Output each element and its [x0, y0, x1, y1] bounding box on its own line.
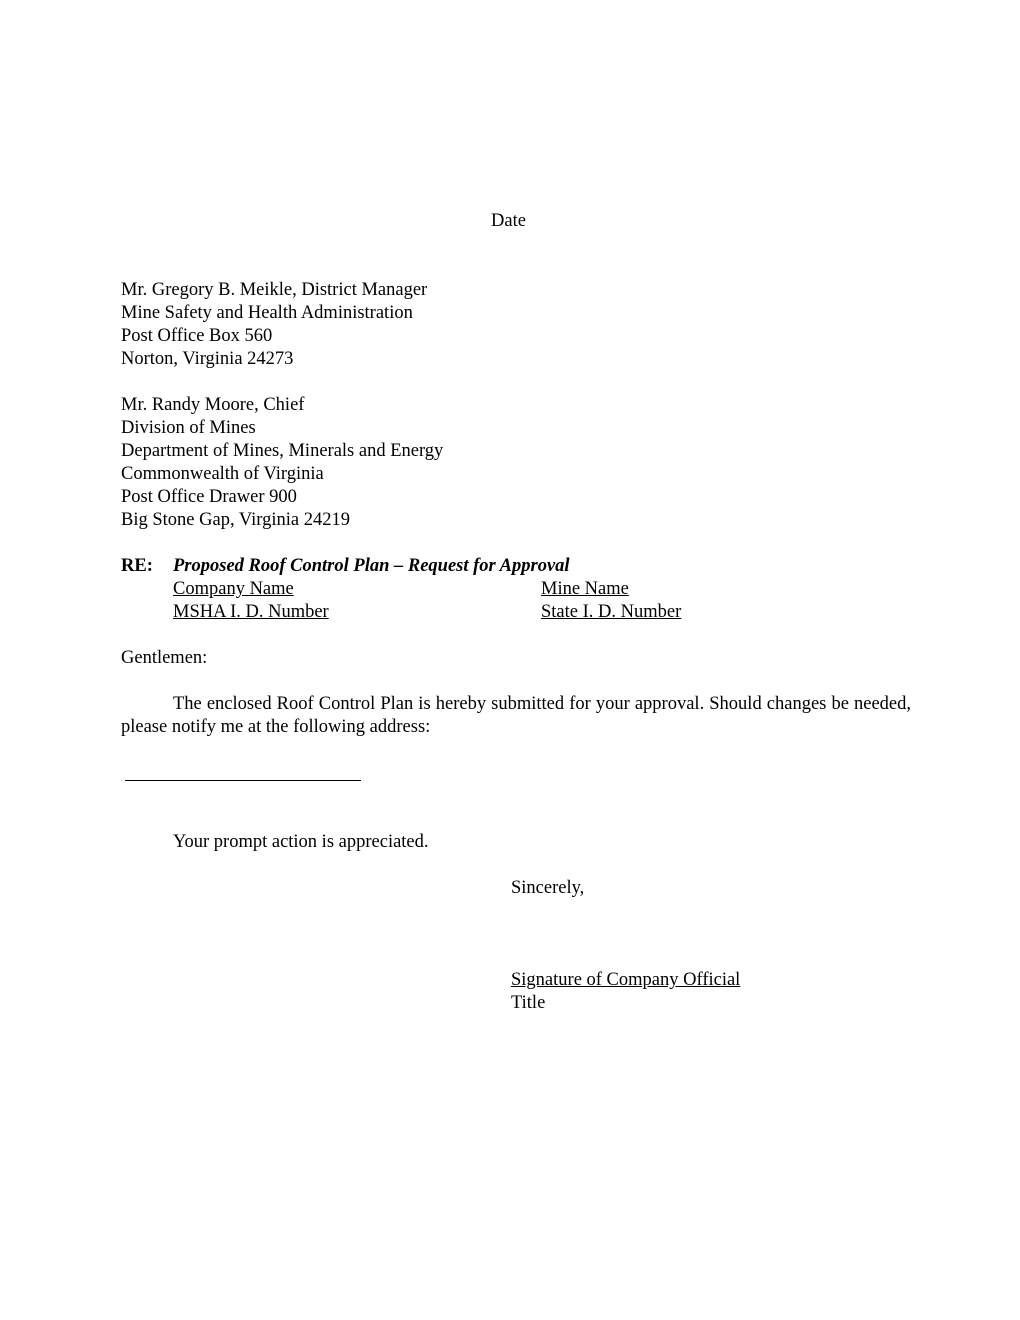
address-line: Post Office Drawer 900	[121, 487, 297, 507]
title-label: Title	[511, 993, 546, 1013]
address-blank-line	[125, 780, 361, 781]
re-subject: Proposed Roof Control Plan – Request for Approval	[173, 556, 570, 576]
address-line: Norton, Virginia 24273	[121, 349, 294, 369]
date-label: Date	[491, 211, 526, 231]
re-label: RE:	[121, 556, 153, 576]
address-line: Post Office Box 560	[121, 326, 273, 346]
mine-name-field: Mine Name	[541, 579, 629, 599]
salutation: Gentlemen:	[121, 648, 208, 668]
address-line: Commonwealth of Virginia	[121, 464, 324, 484]
body-paragraph: The enclosed Roof Control Plan is hereby submitted for your approval. Should changes be needed, please notify me at the following address:	[121, 694, 911, 737]
company-name-field: Company Name	[173, 579, 294, 599]
recipient-address-state	[121, 394, 443, 532]
address-line: Mine Safety and Health Administration	[121, 303, 413, 323]
signature-label: Signature of Company Official	[511, 970, 741, 990]
state-id-field: State I. D. Number	[541, 602, 682, 622]
address-line: Big Stone Gap, Virginia 24219	[121, 510, 350, 530]
recipient-address-msha	[121, 279, 427, 371]
sign-off: Sincerely,	[511, 878, 585, 898]
address-line: Mr. Randy Moore, Chief	[121, 395, 305, 415]
closing-line: Your prompt action is appreciated.	[173, 832, 429, 852]
msha-id-field: MSHA I. D. Number	[173, 602, 329, 622]
address-line: Department of Mines, Minerals and Energy	[121, 441, 444, 461]
address-line: Division of Mines	[121, 418, 256, 438]
address-line: Mr. Gregory B. Meikle, District Manager	[121, 280, 428, 300]
